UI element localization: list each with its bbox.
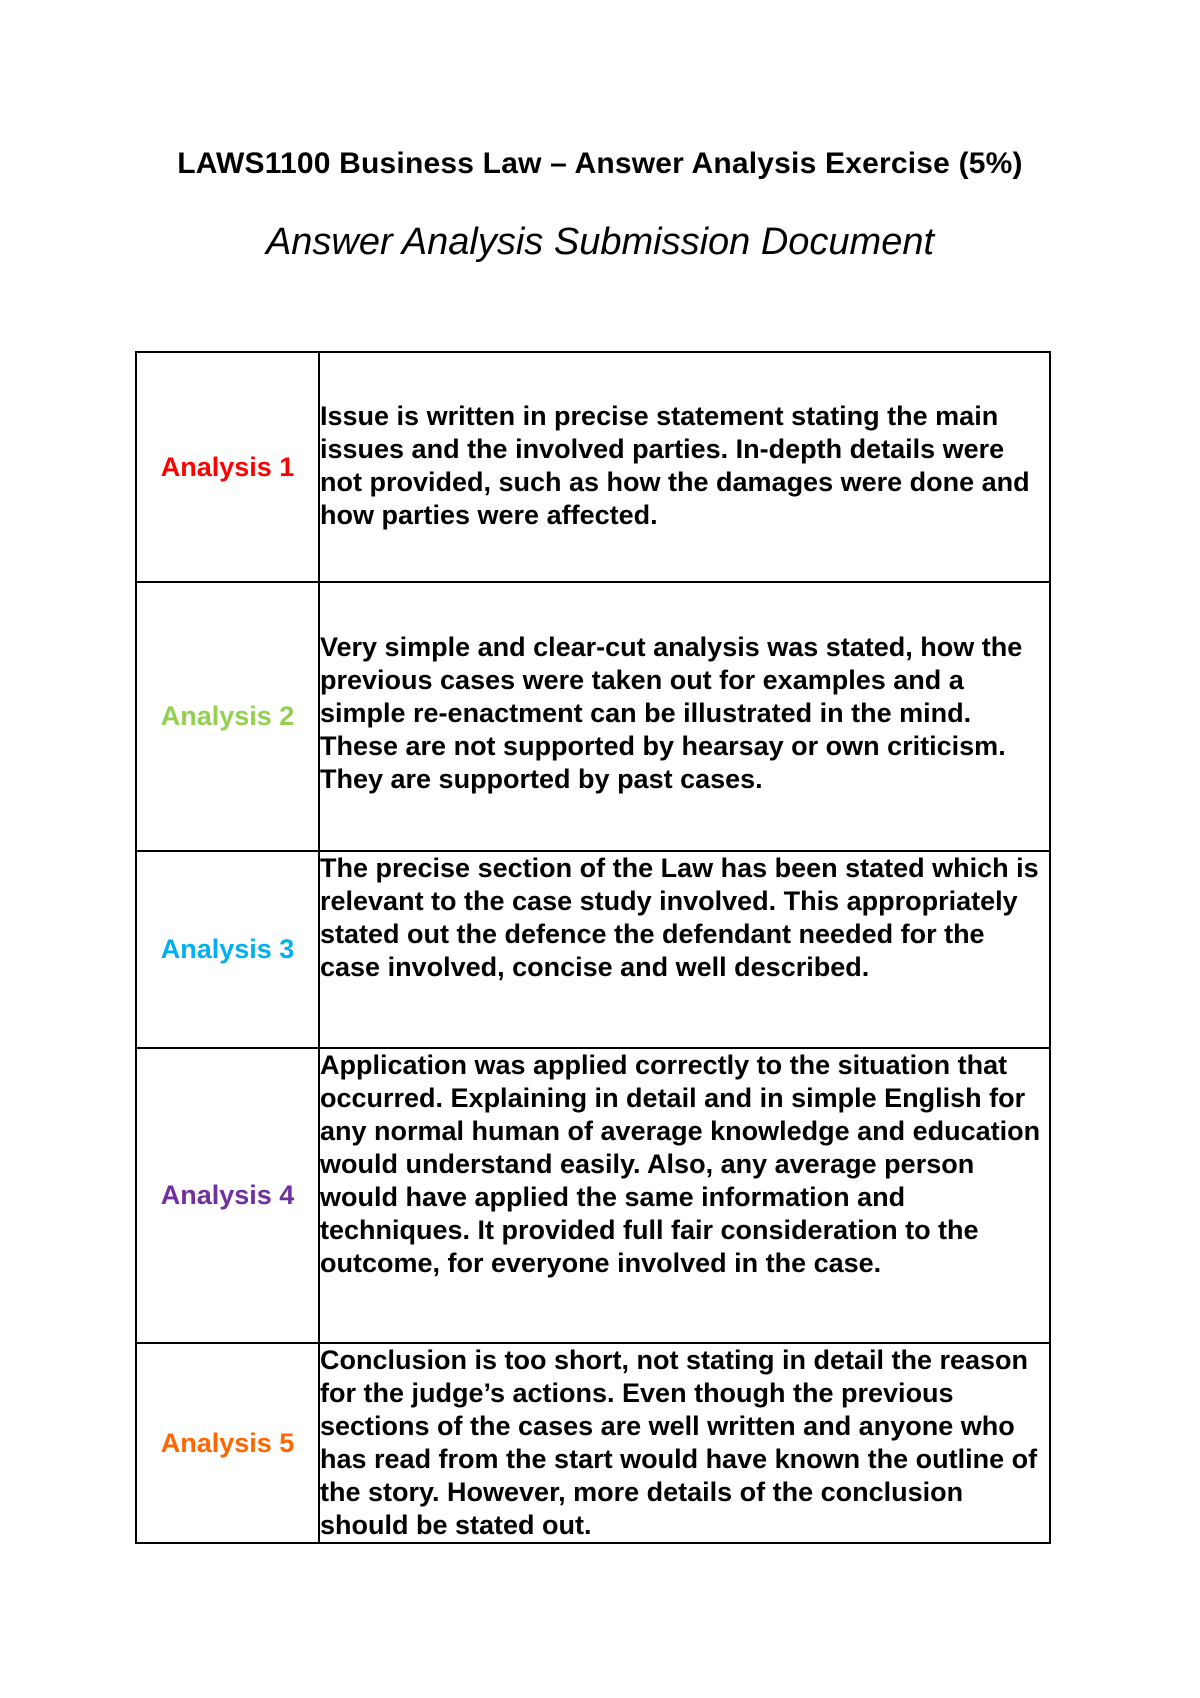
analysis-text-3: The precise section of the Law has been stated which is relevant to the case study involved. This appropriately stated out the defence the defendant needed for the case involved, concise and well described. [319,851,1050,1048]
analysis-text-5: Conclusion is too short, not stating in detail the reason for the judge’s actions. Even though the previous sections of the cases are well written and anyone who has read from the start would have known the outline of the story. However, more details of the conclusion should be stated out. [319,1343,1050,1543]
analysis-row-1 [136,352,1050,582]
analysis-row-5 [136,1343,1050,1543]
analysis-text-2: Very simple and clear-cut analysis was stated, how the previous cases were taken out for examples and a simple re-enactment can be illustrated in the mind. These are not supported by hearsay or own criticism. They are supported by past cases. [319,582,1050,851]
analysis-label-1: Analysis 1 [136,352,319,582]
analysis-table [135,351,1051,1544]
analysis-text-4: Application was applied correctly to the situation that occurred. Explaining in detail and in simple English for any normal human of average knowledge and education would understand easily. Also, any average person would have applied the same information and techniques. It provided full fair consideration to the outcome, for everyone involved in the case. [319,1048,1050,1343]
analysis-label-3: Analysis 3 [136,851,319,1048]
analysis-row-3 [136,851,1050,1048]
analysis-label-4: Analysis 4 [136,1048,319,1343]
analysis-label-5: Analysis 5 [136,1343,319,1543]
analysis-text-1: Issue is written in precise statement stating the main issues and the involved parties. In-depth details were not provided, such as how the damages were done and how parties were affected. [319,352,1050,582]
analysis-label-2: Analysis 2 [136,582,319,851]
analysis-row-2 [136,582,1050,851]
document-title: LAWS1100 Business Law – Answer Analysis Exercise (5%) [177,147,1023,180]
document-subtitle: Answer Analysis Submission Document [265,221,935,263]
analysis-row-4 [136,1048,1050,1343]
